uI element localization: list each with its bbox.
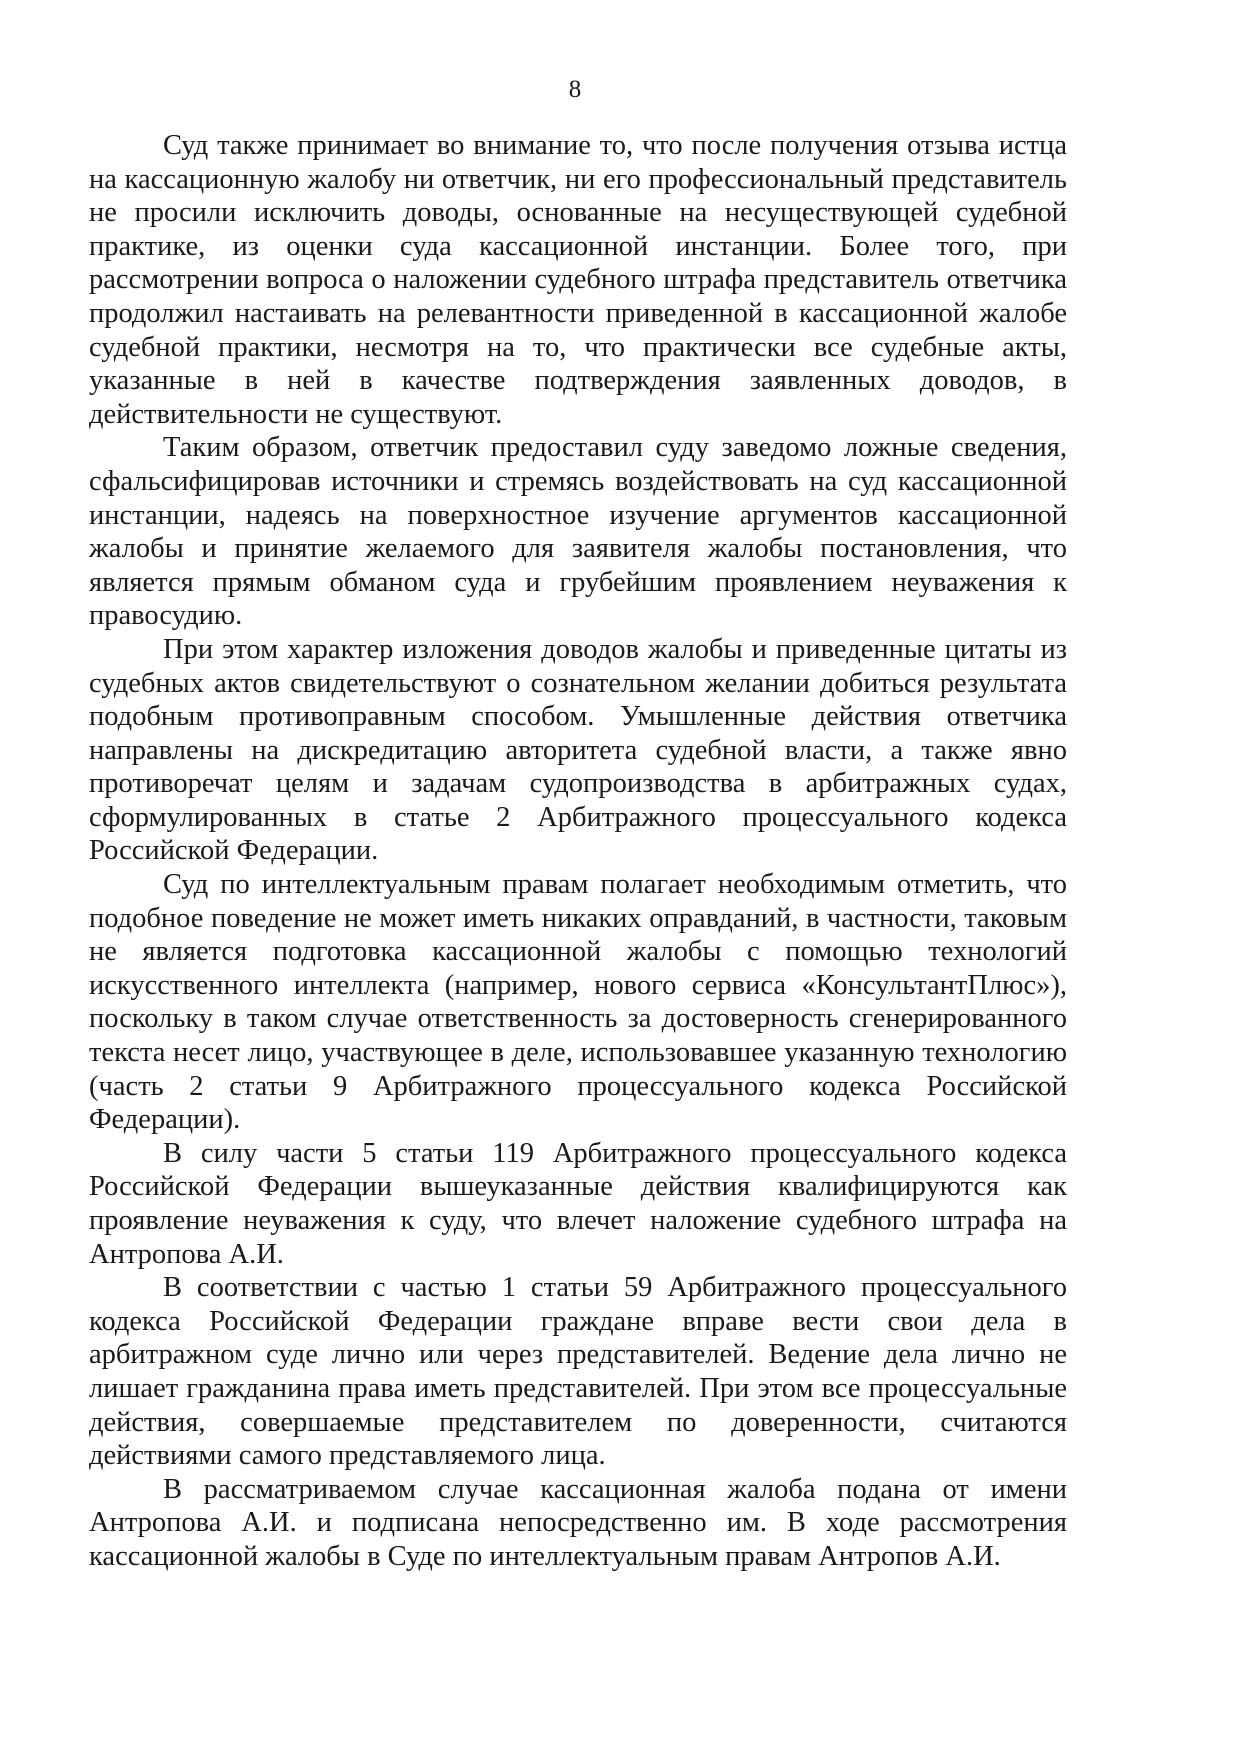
- paragraph-6: В соответствии с частью 1 статьи 59 Арбитражного процессуального кодекса Российской Федерации граждане вправе вести свои дела в арбитражном суде лично или через представителей. Ведение дела лично не лишает гражданина права иметь представителей. При этом все процессуальные действия, совершаемые представителем по доверенности, считаются действиями самого представляемого лица.: [89, 1272, 1067, 1472]
- paragraph-7: В рассматриваемом случае кассационная жалоба подана от имени Антропова А.И. и подписана непосредственно им. В ходе рассмотрения кассационной жалобы в Суде по интеллектуальным правам Антропов А.И.: [89, 1473, 1067, 1572]
- page-number: 8: [568, 76, 582, 103]
- paragraph-4: Суд по интеллектуальным правам полагает необходимым отметить, что подобное поведение не может иметь никаких оправданий, в частности, таковым не является подготовка кассационной жалобы с помощью технологий искусственного интеллекта (например, нового сервиса «КонсультантПлюс»), поскольку в таком случае ответственность за достоверность сгенерированного текста несет лицо, участвующее в деле, использовавшее указанную технологию (часть 2 статьи 9 Арбитражного процессуального кодекса Российской Федерации).: [89, 869, 1067, 1136]
- document-body: [89, 129, 1067, 1574]
- paragraph-1: Суд также принимает во внимание то, что после получения отзыва истца на кассационную жалобу ни ответчик, ни его профессиональный представитель не просили исключить доводы, основанные на несуществующей судебной практике, из оценки суда кассационной инстанции. Более того, при рассмотрении вопроса о наложении судебного штрафа представитель ответчика продолжил настаивать на релевантности приведенной в кассационной жалобе судебной практики, несмотря на то, что практически все судебные акты, указанные в ней в качестве подтверждения заявленных доводов, в действительности не существуют.: [89, 130, 1067, 430]
- paragraph-5: В силу части 5 статьи 119 Арбитражного процессуального кодекса Российской Федерации вышеуказанные действия квалифицируются как проявление неуважения к суду, что влечет наложение судебного штрафа на Антропова А.И.: [89, 1137, 1067, 1270]
- paragraph-3: При этом характер изложения доводов жалобы и приведенные цитаты из судебных актов свидетельствуют о сознательном желании добиться результата подобным противоправным способом. Умышленные действия ответчика направлены на дискредитацию авторитета судебной власти, а также явно противоречат целям и задачам судопроизводства в арбитражных судах, сформулированных в статье 2 Арбитражного процессуального кодекса Российской Федерации.: [89, 633, 1067, 867]
- paragraph-2: Таким образом, ответчик предоставил суду заведомо ложные сведения, сфальсифицировав источники и стремясь воздействовать на суд кассационной инстанции, надеясь на поверхностное изучение аргументов кассационной жалобы и принятие желаемого для заявителя жалобы постановления, что является прямым обманом суда и грубейшим проявлением неуважения к правосудию.: [89, 432, 1067, 632]
